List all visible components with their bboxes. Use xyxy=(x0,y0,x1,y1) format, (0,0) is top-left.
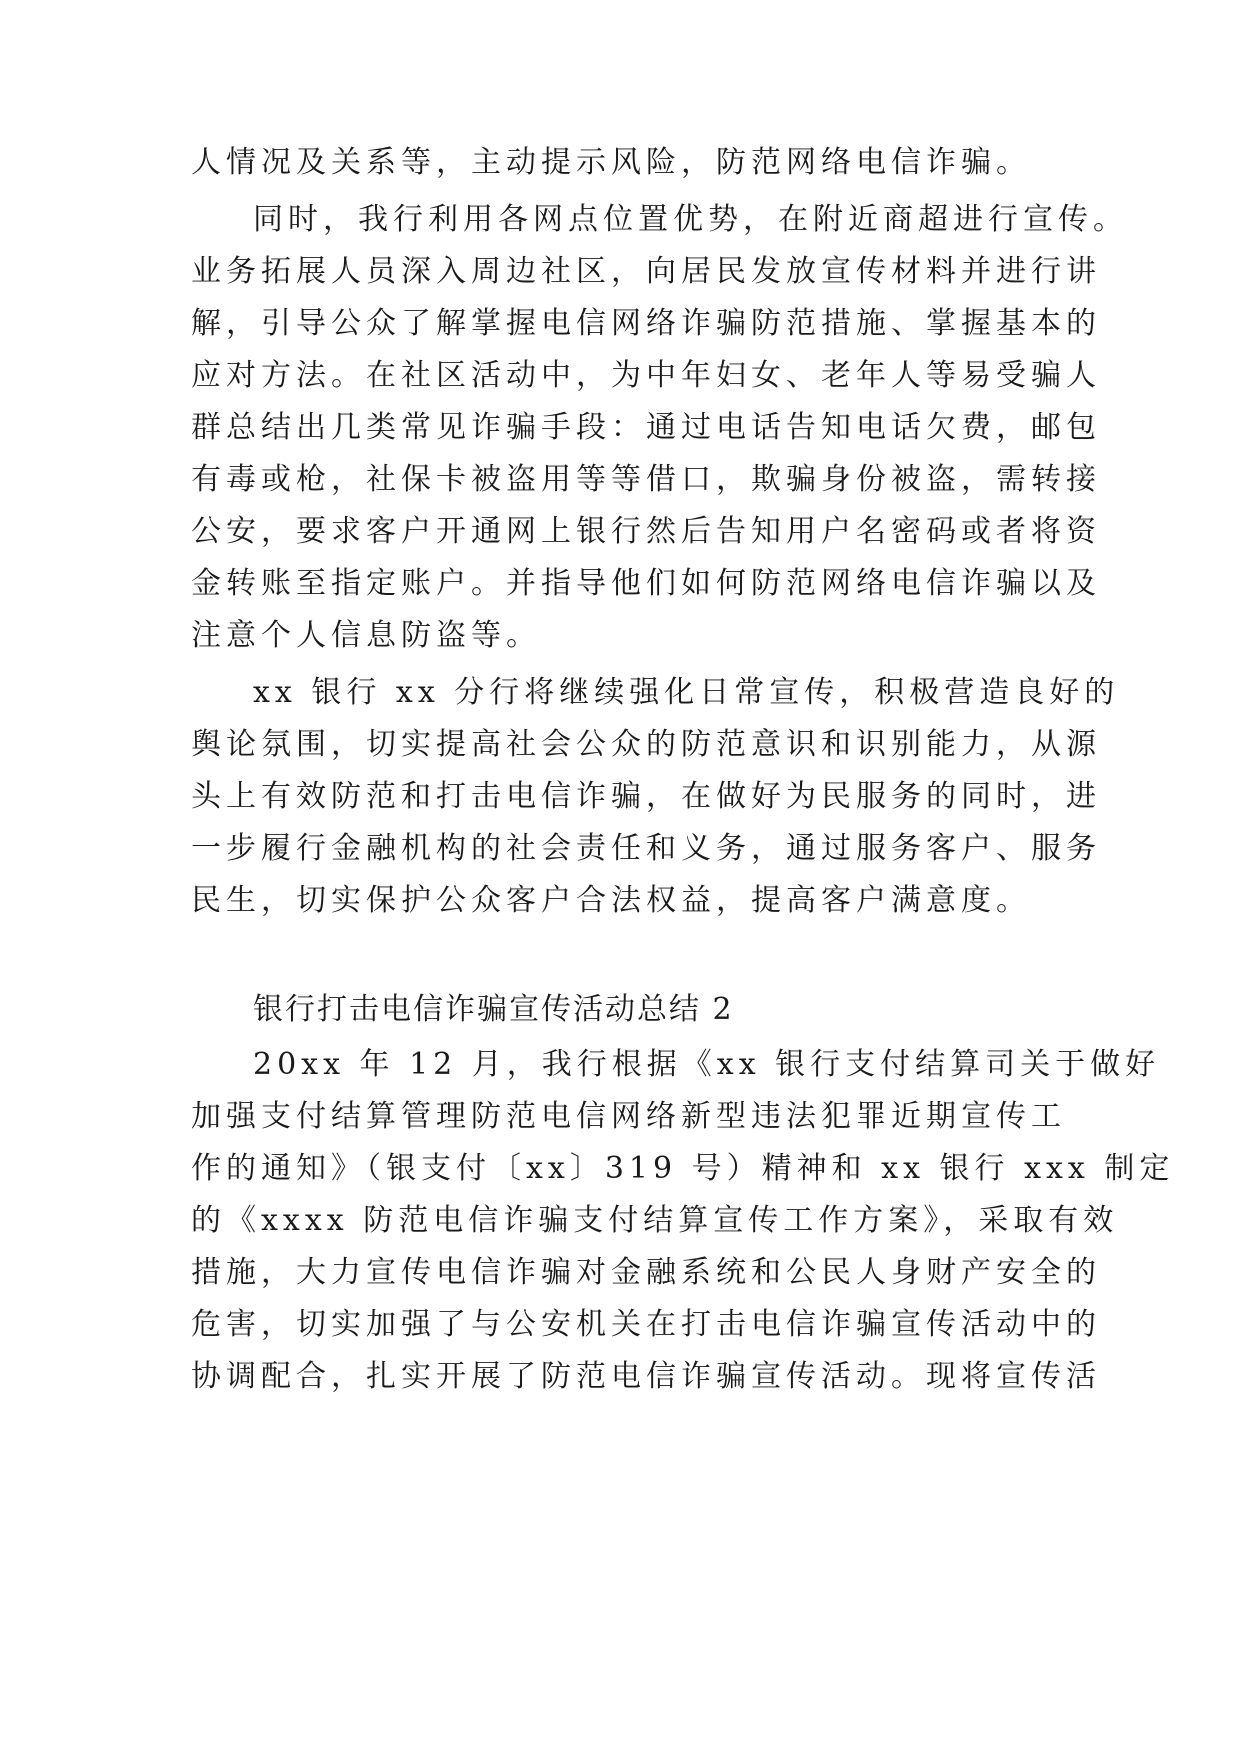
text-line: 金转账至指定账户。并指导他们如何防范网络电信诈骗以及 xyxy=(191,566,1101,601)
text-line: 协调配合，扎实开展了防范电信诈骗宣传活动。现将宣传活 xyxy=(191,1359,1101,1394)
text-line: 注意个人信息防盗等。 xyxy=(191,618,541,653)
text-line: 民生，切实保护公众客户合法权益，提高客户满意度。 xyxy=(191,883,1031,918)
text-line: 20xx 年 12 月，我行根据《xx 银行支付结算司关于做好 xyxy=(253,1047,1161,1082)
text-line: 头上有效防范和打击电信诈骗，在做好为民服务的同时，进 xyxy=(191,779,1101,814)
text-line: 业务拓展人员深入周边社区，向居民发放宣传材料并进行讲 xyxy=(191,254,1101,289)
text-line: 解，引导公众了解掌握电信网络诈骗防范措施、掌握基本的 xyxy=(191,306,1101,341)
text-line: 作的通知》（银支付〔xx〕319 号）精神和 xx 银行 xxx 制定 xyxy=(191,1151,1175,1186)
text-line: 群总结出几类常见诈骗手段：通过电话告知电话欠费，邮包 xyxy=(191,410,1101,445)
text-line: 公安，要求客户开通网上银行然后告知用户名密码或者将资 xyxy=(191,514,1101,549)
text-line: 应对方法。在社区活动中，为中年妇女、老年人等易受骗人 xyxy=(191,358,1101,393)
text-line: 一步履行金融机构的社会责任和义务，通过服务客户、服务 xyxy=(191,831,1101,866)
text-line: xx 银行 xx 分行将继续强化日常宣传，积极营造良好的 xyxy=(253,675,1120,710)
text-line: 危害，切实加强了与公安机关在打击电信诈骗宣传活动中的 xyxy=(191,1307,1101,1342)
text-line: 同时，我行利用各网点位置优势，在附近商超进行宣传。 xyxy=(253,202,1128,237)
section-heading: 银行打击电信诈骗宣传活动总结 2 xyxy=(253,992,734,1027)
text-line: 加强支付结算管理防范电信网络新型违法犯罪近期宣传工 xyxy=(191,1099,1066,1134)
text-line: 的《xxxx 防范电信诈骗支付结算宣传工作方案》，采取有效 xyxy=(191,1203,1119,1238)
text-line: 人情况及关系等，主动提示风险，防范网络电信诈骗。 xyxy=(191,145,1031,180)
text-line: 有毒或枪，社保卡被盗用等等借口，欺骗身份被盗，需转接 xyxy=(191,462,1101,497)
text-line: 舆论氛围，切实提高社会公众的防范意识和识别能力，从源 xyxy=(191,727,1101,762)
text-line: 措施，大力宣传电信诈骗对金融系统和公民人身财产安全的 xyxy=(191,1255,1101,1290)
